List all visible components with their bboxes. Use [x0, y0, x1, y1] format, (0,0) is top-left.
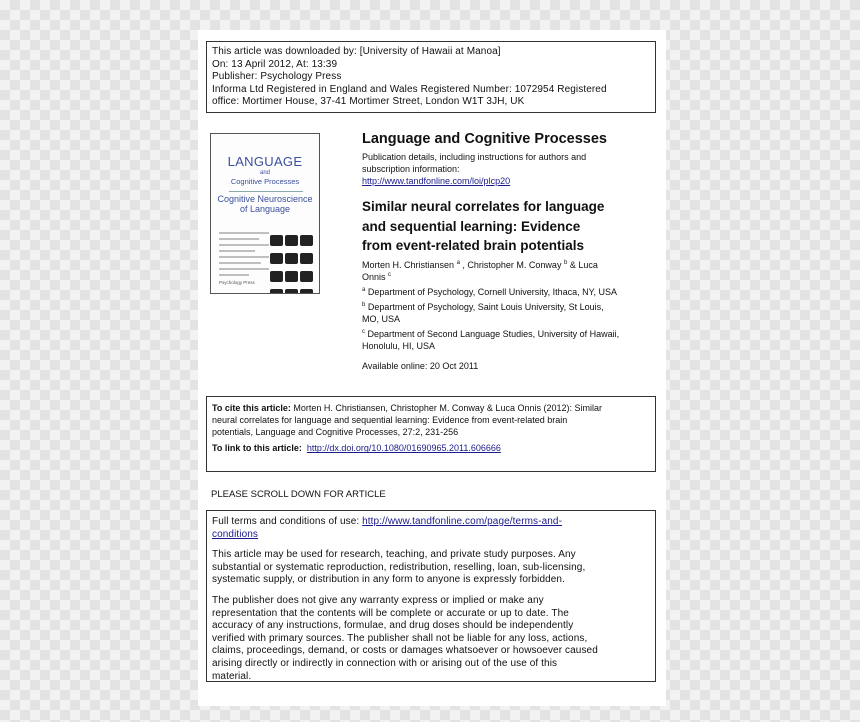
terms-paragraph-2	[212, 595, 650, 683]
article-title-line-2: and sequential learning: Evidence	[362, 218, 581, 234]
terms-p2-line-4: verified with primary sources. The publisher shall not be liable for any loss, actions,	[212, 632, 588, 644]
author-sup-c: c	[388, 271, 392, 278]
terms-p2-line-7: material.	[212, 670, 252, 682]
cover-brain-images	[269, 234, 315, 294]
terms-p1-line-1: This article may be used for research, teaching, and private study purposes. Any	[212, 549, 576, 561]
article-title-line-3: from event-related brain potentials	[362, 238, 585, 253]
author-luca: & Luca	[567, 259, 598, 270]
publication-details-line-1: Publication details, including instructions for authors and	[362, 152, 587, 162]
terms-paragraph-1	[212, 549, 650, 587]
journal-title: Language and Cognitive Processes	[362, 131, 607, 147]
cite-label: To cite this article:	[212, 403, 291, 413]
affiliation-b-text-1: Department of Psychology, Saint Louis University, St Louis,	[367, 301, 604, 312]
affiliation-sup-a: a	[362, 286, 366, 293]
article-metadata	[362, 131, 654, 372]
authors-line-2	[362, 271, 654, 283]
cover-title-and: and	[259, 170, 270, 176]
affiliation-a-text: Department of Psychology, Cornell University, Ithaca, NY, USA	[367, 286, 617, 297]
cover-contents-list	[219, 232, 269, 280]
affiliation-sup-c: c	[362, 328, 365, 335]
registration-line: Informa Ltd Registered in England and Wales Registered Number: 1072954 Registered	[212, 83, 607, 95]
terms-p2-line-2: representation that the contents will be complete or accurate or up to date. The	[212, 607, 569, 619]
download-date-line: On: 13 April 2012, At: 13:39	[212, 58, 338, 70]
cover-title-sub: Cognitive Processes	[230, 177, 300, 186]
terms-intro	[212, 516, 650, 541]
terms-p2-line-3: accuracy of any instructions, formulae, and drug doses should be independently	[212, 620, 574, 632]
scroll-notice: PLEASE SCROLL DOWN FOR ARTICLE	[211, 489, 386, 500]
citation-text	[212, 403, 650, 438]
publication-details	[362, 151, 654, 187]
author-sup-b: b	[563, 259, 568, 266]
cite-text-2: neural correlates for language and sequential learning: Evidence from event-related brain	[212, 414, 568, 425]
article-title-line-1: Similar neural correlates for language	[362, 199, 605, 214]
cite-text-3: potentials, Language and Cognitive Processes, 27:2, 231-256	[212, 426, 459, 437]
affiliation-b	[362, 301, 654, 325]
downloaded-by-line: This article was downloaded by: [University of Hawaii at Manoa]	[212, 46, 501, 57]
cover-publisher: Psychology Press	[219, 280, 255, 285]
available-online: Available online: 20 Oct 2011	[362, 360, 479, 371]
terms-p2-line-1: The publisher does not give any warranty express or implied or make any	[212, 594, 544, 606]
author-sup-a: a	[456, 259, 460, 266]
publication-details-line-2: subscription information:	[362, 164, 460, 174]
affiliation-sup-b: b	[362, 301, 366, 308]
download-info-box	[206, 41, 656, 113]
terms-link-part-1[interactable]: http://www.tandfonline.com/page/terms-and-	[362, 516, 562, 527]
terms-p2-line-6: arising directly or indirectly in connection with or arising out of the use of this	[212, 657, 558, 669]
office-address-line: office: Mortimer House, 37-41 Mortimer Street, London W1T 3JH, UK	[212, 96, 525, 108]
cite-text-1: Morten H. Christiansen, Christopher M. Conway & Luca Onnis (2012): Similar	[290, 403, 602, 413]
journal-url-link[interactable]: http://www.tandfonline.com/loi/plcp20	[362, 176, 511, 186]
author-conway: , Christopher M. Conway	[459, 259, 562, 270]
article-link-row	[212, 443, 650, 455]
terms-box	[206, 510, 656, 682]
affiliation-c	[362, 328, 654, 352]
journal-cover-image	[210, 133, 320, 294]
affiliation-a	[362, 286, 654, 298]
terms-p1-line-3: systematic supply, or distribution in any form to anyone is expressly forbidden.	[212, 574, 565, 586]
cover-title-main: LANGUAGE	[227, 154, 303, 169]
authors	[362, 259, 654, 283]
cover-special-issue-bottom: of Language	[239, 204, 291, 214]
link-label: To link to this article:	[212, 443, 302, 454]
affiliation-c-text-1: Department of Second Language Studies, University of Hawaii,	[367, 328, 620, 339]
terms-link-part-2[interactable]: conditions	[212, 528, 259, 540]
doi-link[interactable]: http://dx.doi.org/10.1080/01690965.2011.606666	[306, 443, 501, 454]
cover-special-issue-top: Cognitive Neuroscience	[217, 194, 313, 204]
author-christiansen: Morten H. Christiansen	[362, 259, 455, 270]
affiliation-c-text-2: Honolulu, HI, USA	[362, 340, 436, 351]
author-onnis: Onnis	[362, 271, 386, 282]
terms-p2-line-5: claims, proceedings, demand, or costs or damages whatsoever or howsoever caused	[212, 645, 598, 657]
terms-intro-text: Full terms and conditions of use:	[212, 516, 363, 527]
publisher-line: Publisher: Psychology Press	[212, 71, 342, 83]
cover-divider	[229, 191, 303, 192]
article-title	[362, 197, 654, 256]
affiliation-b-text-2: MO, USA	[362, 313, 401, 324]
citation-box	[206, 396, 656, 472]
authors-line-1	[362, 259, 654, 271]
terms-p1-line-2: substantial or systematic reproduction, redistribution, reselling, loan, sub-licensing,	[212, 561, 586, 573]
